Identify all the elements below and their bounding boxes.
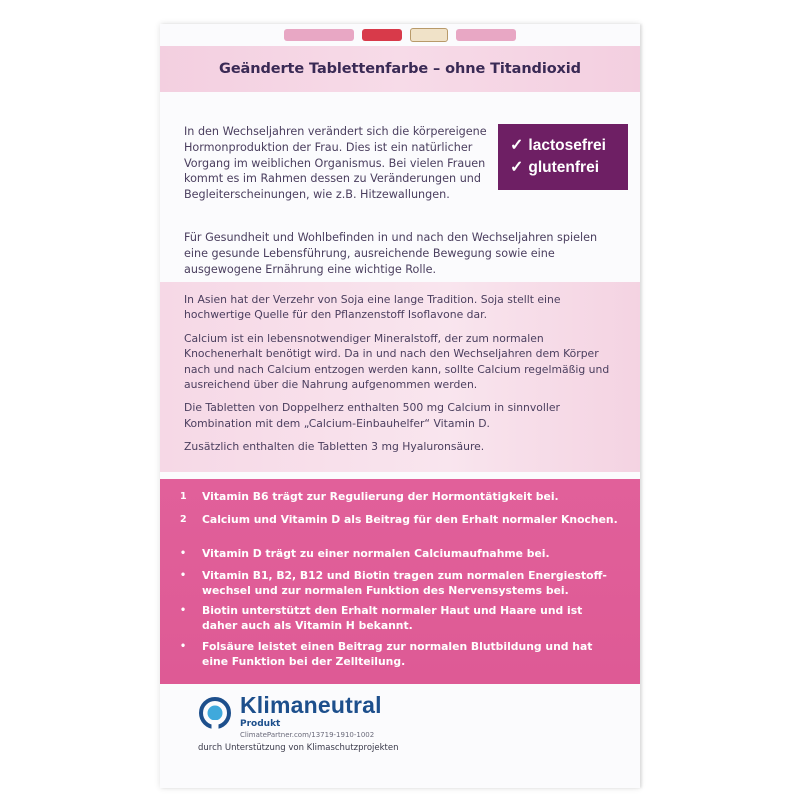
claim-item (180, 568, 620, 598)
climate-partner-logo-icon (198, 696, 232, 730)
badge-label: glutenfrei (528, 159, 600, 176)
claim-text: Folsäure leistet einen Beitrag zur normalen Blutbildung und hat eine Funktion bei der Zellteilung. (202, 640, 593, 668)
claim-item (180, 639, 620, 669)
claim-text: Vitamin D trägt zu einer normalen Calciumaufnahme bei. (202, 547, 550, 560)
package-back (160, 24, 640, 788)
claim-item (180, 603, 620, 633)
printed-blob (456, 29, 516, 41)
claim-marker: • (180, 641, 187, 652)
claim-text: Vitamin B6 trägt zur Regulierung der Hormontätigkeit bei. (202, 490, 559, 503)
badge-row-lactose (510, 135, 628, 157)
claim-marker: 1 (180, 491, 187, 502)
claim-marker: • (180, 548, 187, 559)
top-printed-strip (270, 24, 530, 46)
checkmark-icon: ✓ (510, 137, 524, 154)
printed-blob (284, 29, 354, 41)
soy-paragraph: In Asien hat der Verzehr von Soja eine lange Tradition. Soja stellt eine hochwertige Quelle für den Pflanzenstoff Isoflavone dar. (184, 293, 561, 322)
banner-title: Geänderte Tablettenfarbe – ohne Titandioxid (219, 61, 581, 77)
claim-item (180, 512, 620, 527)
intro-text (184, 124, 496, 215)
intro-paragraph-2: Für Gesundheit und Wohlbefinden in und nach den Wechseljahren spielen eine gesunde Lebensführung, ausreichende Bewegung sowie eine ausgewogene Ernährung eine wichtige Rolle. (184, 231, 598, 276)
claim-marker: • (180, 605, 187, 616)
klimaneutral-subtitle: Produkt (240, 719, 281, 729)
claim-marker: 2 (180, 514, 187, 525)
klimaneutral-footer: durch Unterstützung von Klimaschutzprojekten (198, 743, 399, 753)
printed-blob (362, 29, 402, 41)
claim-item (180, 489, 620, 504)
intro-paragraph-1: In den Wechseljahren verändert sich die körpereigene Hormonproduktion der Frau. Dies ist ein natürlicher Vorgang im weiblichen Organismus. Bei vielen Frauen kommt es im Rahmen dessen zu Veränderungen und Begleiterscheinungen, wie z.B. Hitzewallungen. (184, 125, 487, 202)
calcium-paragraph: Calcium ist ein lebensnotwendiger Mineralstoff, der zum normalen Knochenerhalt benötigt wird. Da in und nach den Wechseljahren dem Körper nach und nach Calcium entzogen werden kann, sollte Calcium regelmäßig und ausreichend über die Nahrung aufgenommen werden. (184, 331, 610, 392)
claim-text: Vitamin B1, B2, B12 und Biotin tragen zum normalen Energiestoffwechsel und zur normalen Funktion des Nervensystems bei. (202, 569, 607, 597)
badge-row-gluten (510, 157, 628, 179)
tablet-content-paragraph: Die Tabletten von Doppelherz enthalten 500 mg Calcium in sinnvoller Kombination mit dem „Calcium-Einbauhelfer“ Vitamin D. (184, 401, 560, 430)
soy-calcium-text (184, 292, 624, 463)
claim-text: Calcium und Vitamin D als Beitrag für den Erhalt normaler Knochen. (202, 513, 618, 526)
claim-text: Biotin unterstützt den Erhalt normaler Haut und Haare und ist daher auch als Vitamin H bekannt. (202, 604, 583, 632)
hyaluron-paragraph: Zusätzlich enthalten die Tabletten 3 mg Hyaluronsäure. (184, 440, 485, 454)
checkmark-icon: ✓ (510, 159, 524, 176)
title-banner (160, 46, 640, 92)
climate-partner-id: ClimatePartner.com/13719-1910-1002 (240, 731, 375, 739)
badge-label: lactosefrei (528, 137, 606, 154)
klimaneutral-title: Klimaneutral (240, 692, 382, 718)
claim-item (180, 546, 620, 561)
printed-blob (410, 28, 448, 42)
health-claims-panel (160, 479, 640, 684)
claim-marker: • (180, 570, 187, 581)
soy-calcium-panel (160, 282, 640, 472)
free-from-badge (498, 124, 628, 190)
